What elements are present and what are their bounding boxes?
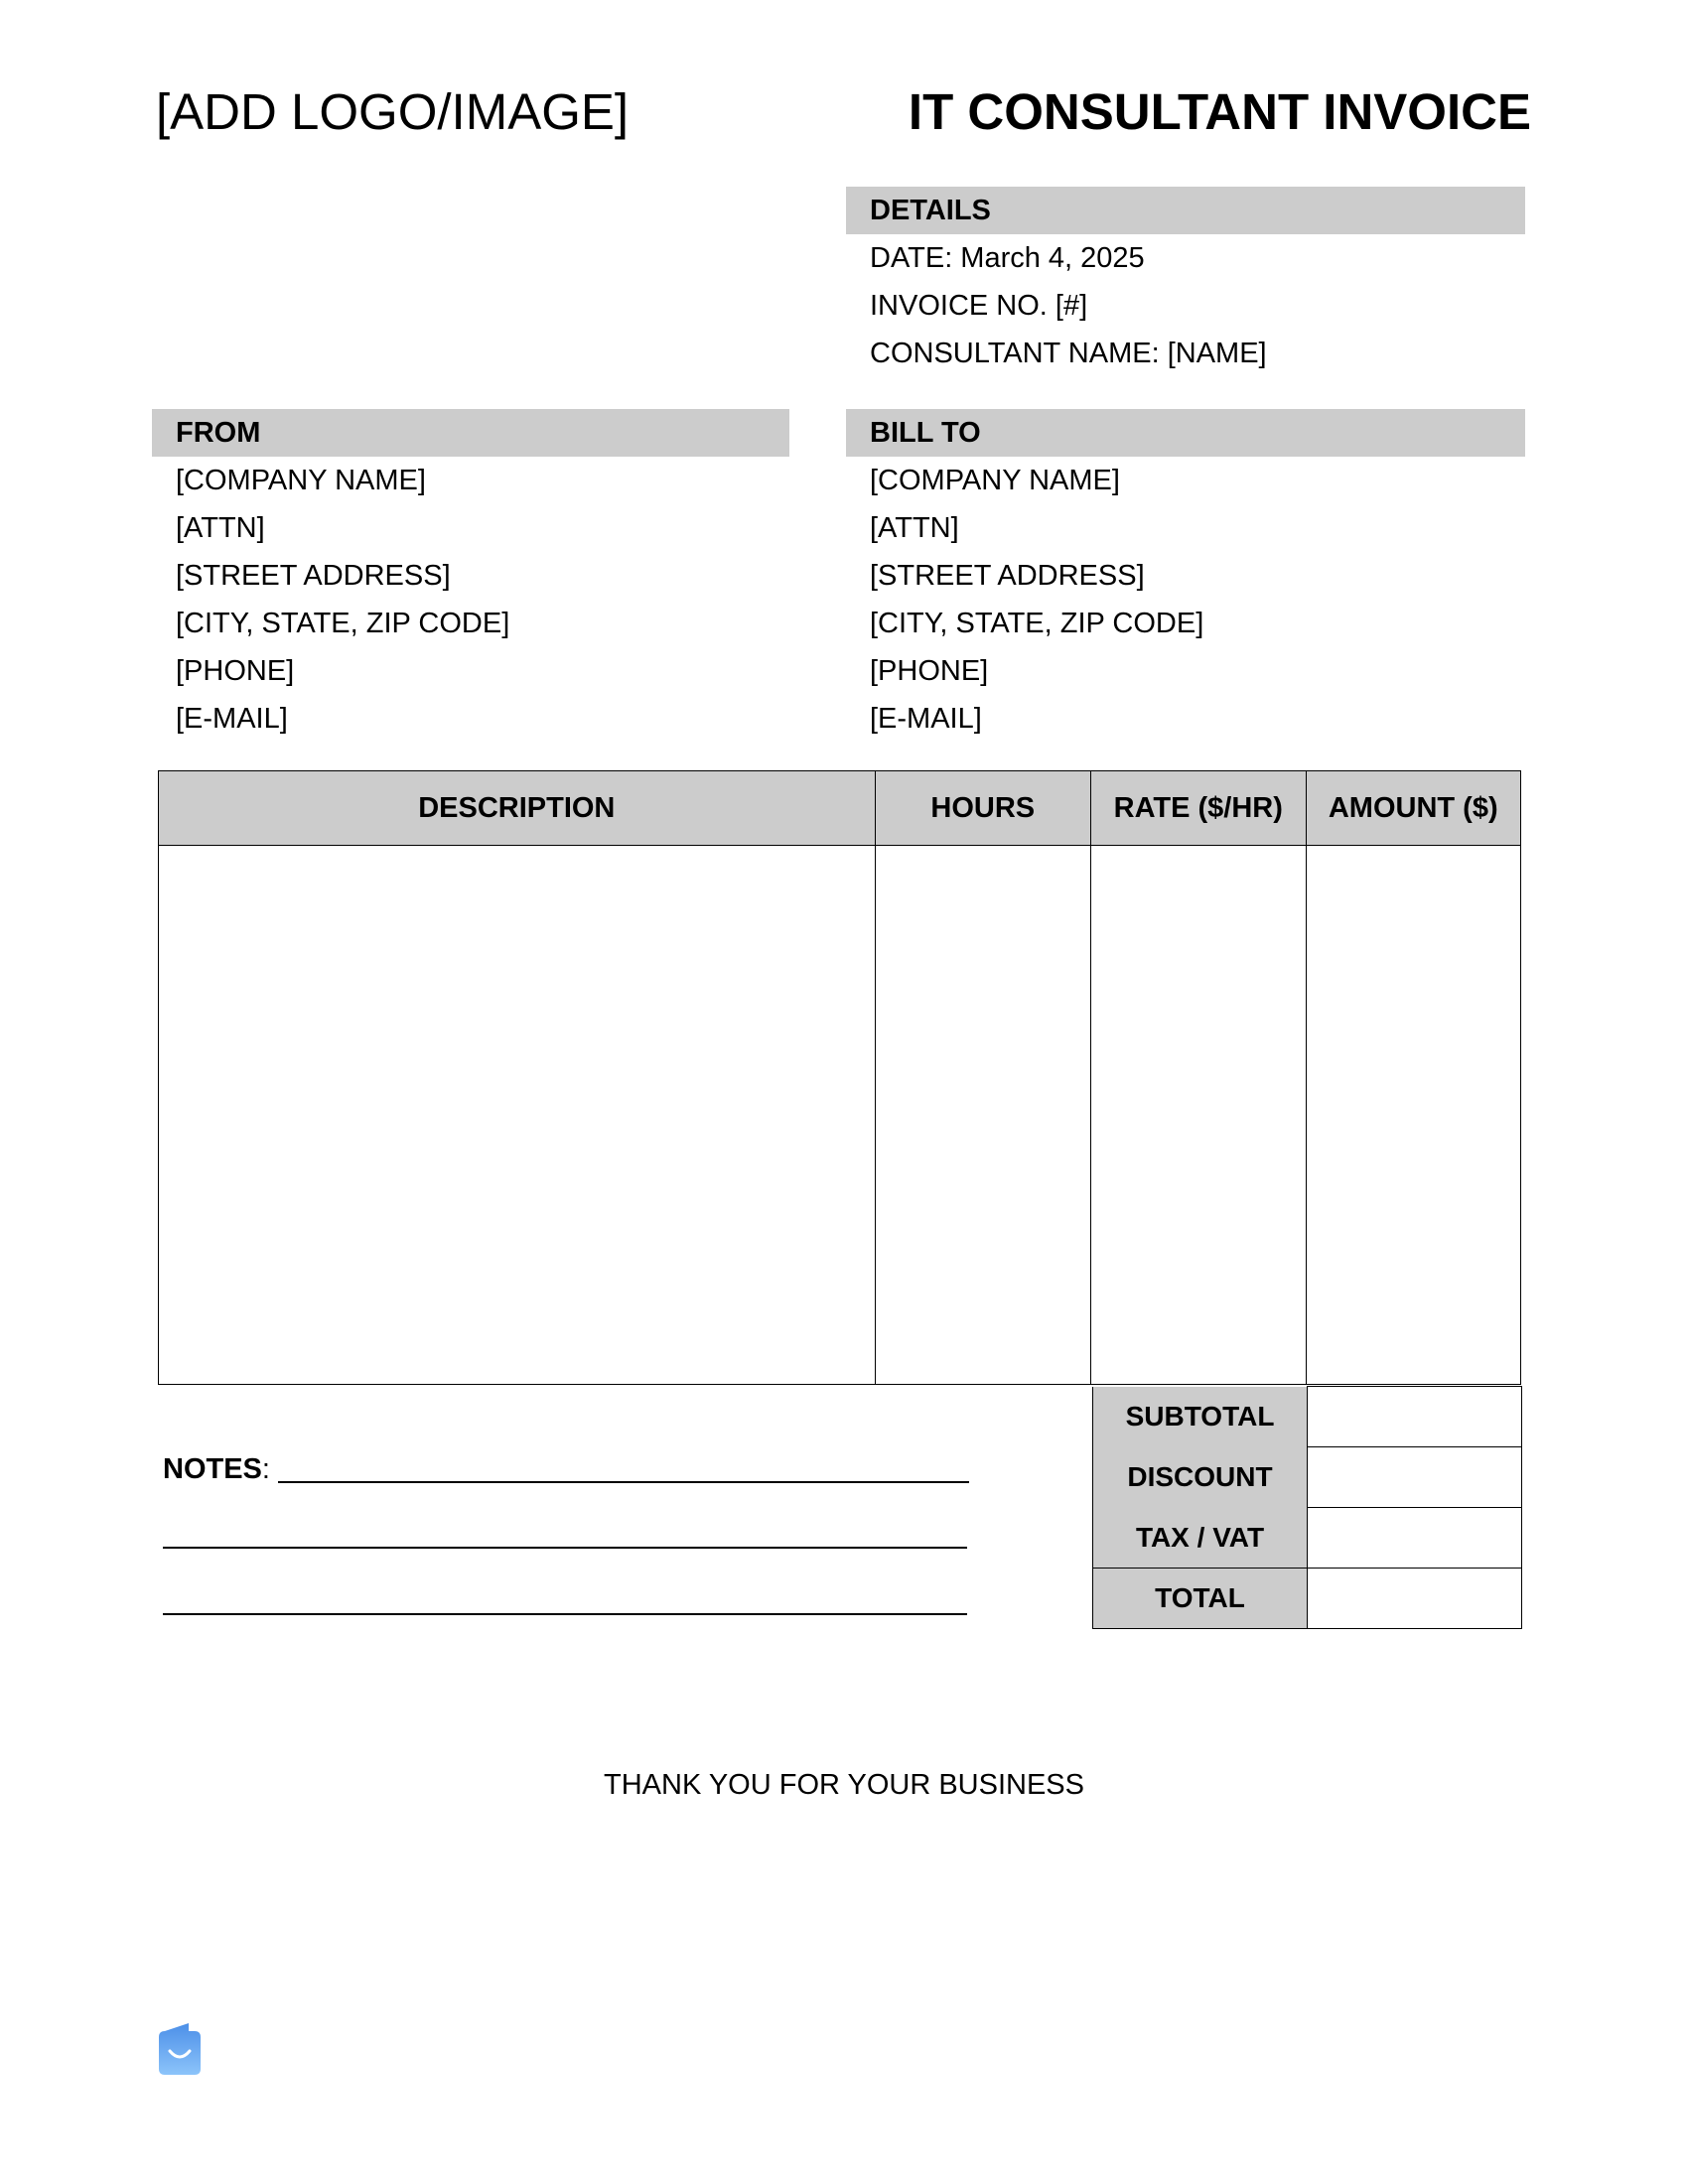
brand-logo-icon xyxy=(159,2023,201,2075)
subtotal-row xyxy=(1093,1387,1522,1447)
tax-row xyxy=(1093,1508,1522,1569)
column-header-description: DESCRIPTION xyxy=(159,771,876,846)
bill-to-section xyxy=(846,409,1525,743)
total-row xyxy=(1093,1569,1522,1629)
notes-separator: : xyxy=(261,1453,270,1485)
notes-line-3[interactable] xyxy=(163,1613,967,1615)
description-cell[interactable] xyxy=(159,846,876,1385)
from-heading: FROM xyxy=(152,409,789,457)
tax-label: TAX / VAT xyxy=(1093,1508,1308,1569)
total-label: TOTAL xyxy=(1093,1569,1308,1629)
discount-row xyxy=(1093,1447,1522,1508)
logo-placeholder: [ADD LOGO/IMAGE] xyxy=(156,83,630,140)
line-items-table xyxy=(158,770,1521,1385)
amount-cell[interactable] xyxy=(1306,846,1521,1385)
from-street: [STREET ADDRESS] xyxy=(176,560,451,592)
document-title: IT CONSULTANT INVOICE xyxy=(908,83,1531,140)
column-header-hours: HOURS xyxy=(875,771,1090,846)
from-section xyxy=(152,409,789,743)
thank-you-message: THANK YOU FOR YOUR BUSINESS xyxy=(604,1769,1084,1801)
discount-value[interactable] xyxy=(1308,1447,1522,1508)
column-header-amount: AMOUNT ($) xyxy=(1306,771,1521,846)
from-email: [E-MAIL] xyxy=(176,703,288,735)
table-header-row xyxy=(159,771,1521,846)
total-value[interactable] xyxy=(1308,1569,1522,1629)
bill-to-street: [STREET ADDRESS] xyxy=(870,560,1145,592)
details-section xyxy=(846,187,1525,377)
from-attn: [ATTN] xyxy=(176,512,265,544)
notes-line-2[interactable] xyxy=(163,1547,967,1549)
bill-to-heading: BILL TO xyxy=(846,409,1525,457)
notes-label-text: NOTES xyxy=(163,1453,262,1485)
bill-to-company: [COMPANY NAME] xyxy=(870,465,1120,496)
notes-label xyxy=(163,1449,270,1489)
table-row xyxy=(159,846,1521,1385)
bill-to-attn: [ATTN] xyxy=(870,512,959,544)
subtotal-value[interactable] xyxy=(1308,1387,1522,1447)
invoice-number: INVOICE NO. [#] xyxy=(870,290,1088,322)
bill-to-email: [E-MAIL] xyxy=(870,703,982,735)
tax-value[interactable] xyxy=(1308,1508,1522,1569)
from-company: [COMPANY NAME] xyxy=(176,465,426,496)
discount-label: DISCOUNT xyxy=(1093,1447,1308,1508)
rate-cell[interactable] xyxy=(1091,846,1306,1385)
hours-cell[interactable] xyxy=(875,846,1090,1385)
from-city: [CITY, STATE, ZIP CODE] xyxy=(176,608,510,639)
column-header-rate: RATE ($/HR) xyxy=(1091,771,1306,846)
notes-line-1[interactable] xyxy=(278,1481,969,1483)
bill-to-phone: [PHONE] xyxy=(870,655,989,687)
bill-to-city: [CITY, STATE, ZIP CODE] xyxy=(870,608,1204,639)
details-heading: DETAILS xyxy=(846,187,1525,234)
from-phone: [PHONE] xyxy=(176,655,295,687)
totals-table xyxy=(1092,1386,1522,1629)
subtotal-label: SUBTOTAL xyxy=(1093,1387,1308,1447)
consultant-name: CONSULTANT NAME: [NAME] xyxy=(870,338,1267,369)
invoice-date: DATE: March 4, 2025 xyxy=(870,242,1145,274)
